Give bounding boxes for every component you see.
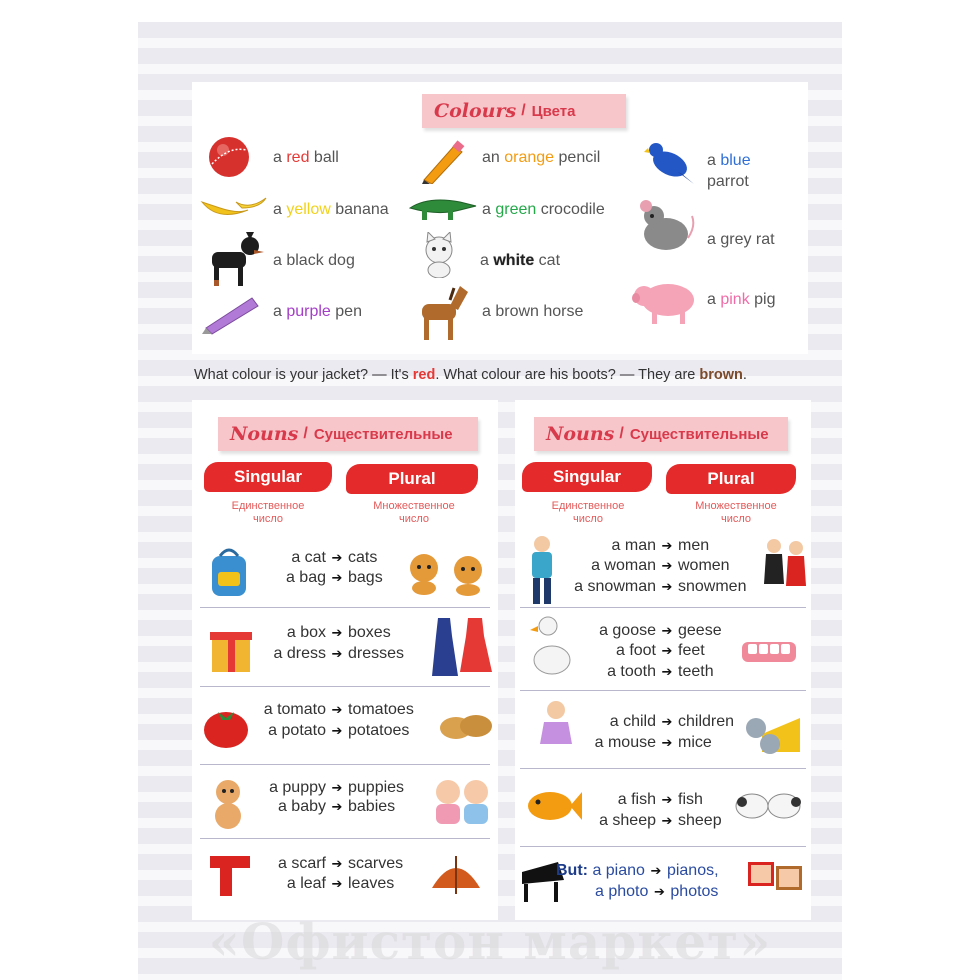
pair-baby: a baby ➔ babies <box>277 798 396 815</box>
plural-brush-right: Plural <box>666 464 796 494</box>
divider <box>520 846 806 847</box>
sheep-icon <box>734 784 804 826</box>
teeth-icon <box>740 638 798 666</box>
pink-pig-icon <box>630 272 700 328</box>
colour-label-yellow-banana: a yellow banana <box>273 201 389 218</box>
plural-ru-right: Множественное число <box>695 500 777 525</box>
pair-potato: a potato ➔ potatoes <box>268 722 410 739</box>
pair-box: a box ➔ boxes <box>286 624 391 641</box>
pair-scarf: a scarf ➔ scarves <box>277 855 404 872</box>
colour-label-parrot: parrot <box>707 173 749 190</box>
potatoes-icon <box>438 708 494 744</box>
singular-ru-right: Единственное число <box>551 500 625 525</box>
colour-label-white-cat: a white cat <box>480 252 561 269</box>
colours-title: Colours <box>434 100 517 122</box>
colour-label-grey-rat: a grey rat <box>707 231 775 248</box>
colour-label-pink-pig: a pink pig <box>707 291 776 308</box>
pair-tooth: a tooth ➔ teeth <box>607 663 714 680</box>
pair-snowman: a snowman ➔ snowmen <box>574 578 747 595</box>
tomato-icon <box>202 704 250 750</box>
women-icon <box>762 536 808 606</box>
brown-horse-icon <box>410 282 472 344</box>
divider <box>200 607 490 608</box>
colour-label-red-ball: a red ball <box>273 149 339 166</box>
pair-tomato: a tomato ➔ tomatoes <box>263 701 414 718</box>
colours-title-ru: Цвета <box>531 102 576 120</box>
pair-goose: a goose ➔ geese <box>599 622 722 639</box>
pair-photo: a photo ➔ photos <box>595 883 719 900</box>
pair-foot: a foot ➔ feet <box>615 642 705 659</box>
cats-icon <box>402 548 492 596</box>
singular-brush-left: Singular <box>204 462 332 492</box>
colour-label-blue: a blue <box>707 152 751 169</box>
colour-label-purple-pen: a purple pen <box>273 303 362 320</box>
colour-label-orange-pencil: an orange pencil <box>482 149 601 166</box>
pair-mouse: a mouse ➔ mice <box>594 734 712 751</box>
pair-dress: a dress ➔ dresses <box>273 645 405 662</box>
nouns-banner-right: Nouns / Существительные <box>534 417 788 451</box>
pair-piano: But: a piano ➔ pianos, <box>556 862 719 879</box>
divider <box>200 838 490 839</box>
colour-label-brown-horse: a brown horse <box>482 303 584 320</box>
puppy-icon <box>206 776 250 832</box>
banana-icon <box>198 192 270 222</box>
dresses-icon <box>430 612 494 682</box>
singular-brush-right: Singular <box>522 462 652 492</box>
pair-bag: a bag ➔ bags <box>285 569 383 586</box>
colour-question: What colour is your jacket? — It's red. What colour are his boots? — They are brown. <box>194 367 747 383</box>
white-cat-icon <box>418 232 460 278</box>
colour-label-black-dog: a black dog <box>273 252 355 269</box>
man-icon <box>524 534 560 606</box>
pair-puppy: a puppy ➔ puppies <box>269 779 405 796</box>
pair-cat: a cat ➔ cats <box>291 549 378 566</box>
black-dog-icon <box>200 228 268 290</box>
pair-woman: a woman ➔ women <box>591 557 730 574</box>
green-crocodile-icon <box>408 188 478 228</box>
colours-banner: Colours / Цвета <box>422 94 626 128</box>
singular-ru-left: Единственное число <box>231 500 305 525</box>
divider <box>520 607 806 608</box>
pair-fish: a fish ➔ fish <box>617 791 703 808</box>
orange-pencil-icon <box>420 140 466 184</box>
plural-brush-left: Plural <box>346 464 478 494</box>
divider <box>200 686 490 687</box>
but-label: But: <box>556 862 588 879</box>
photos-icon <box>746 858 804 894</box>
plural-ru-left: Множественное число <box>373 500 455 525</box>
grey-rat-icon <box>636 196 696 258</box>
divider <box>520 690 806 691</box>
nouns-banner-left: Nouns / Существительные <box>218 417 478 451</box>
watermark: «Офистон маркет» <box>208 912 772 971</box>
colour-label-green-crocodile: a green crocodile <box>482 201 605 218</box>
purple-pen-icon <box>200 292 264 336</box>
pair-child: a child ➔ children <box>609 713 735 730</box>
divider <box>520 768 806 769</box>
divider <box>200 764 490 765</box>
blue-parrot-icon <box>642 138 698 188</box>
pair-leaf: a leaf ➔ leaves <box>286 875 395 892</box>
red-ball-icon <box>206 134 252 180</box>
pair-man: a man ➔ men <box>611 537 710 554</box>
babies-icon <box>430 776 494 828</box>
leaves-icon <box>426 848 486 898</box>
pair-sheep: a sheep ➔ sheep <box>599 812 722 829</box>
mice-icon <box>740 704 802 756</box>
